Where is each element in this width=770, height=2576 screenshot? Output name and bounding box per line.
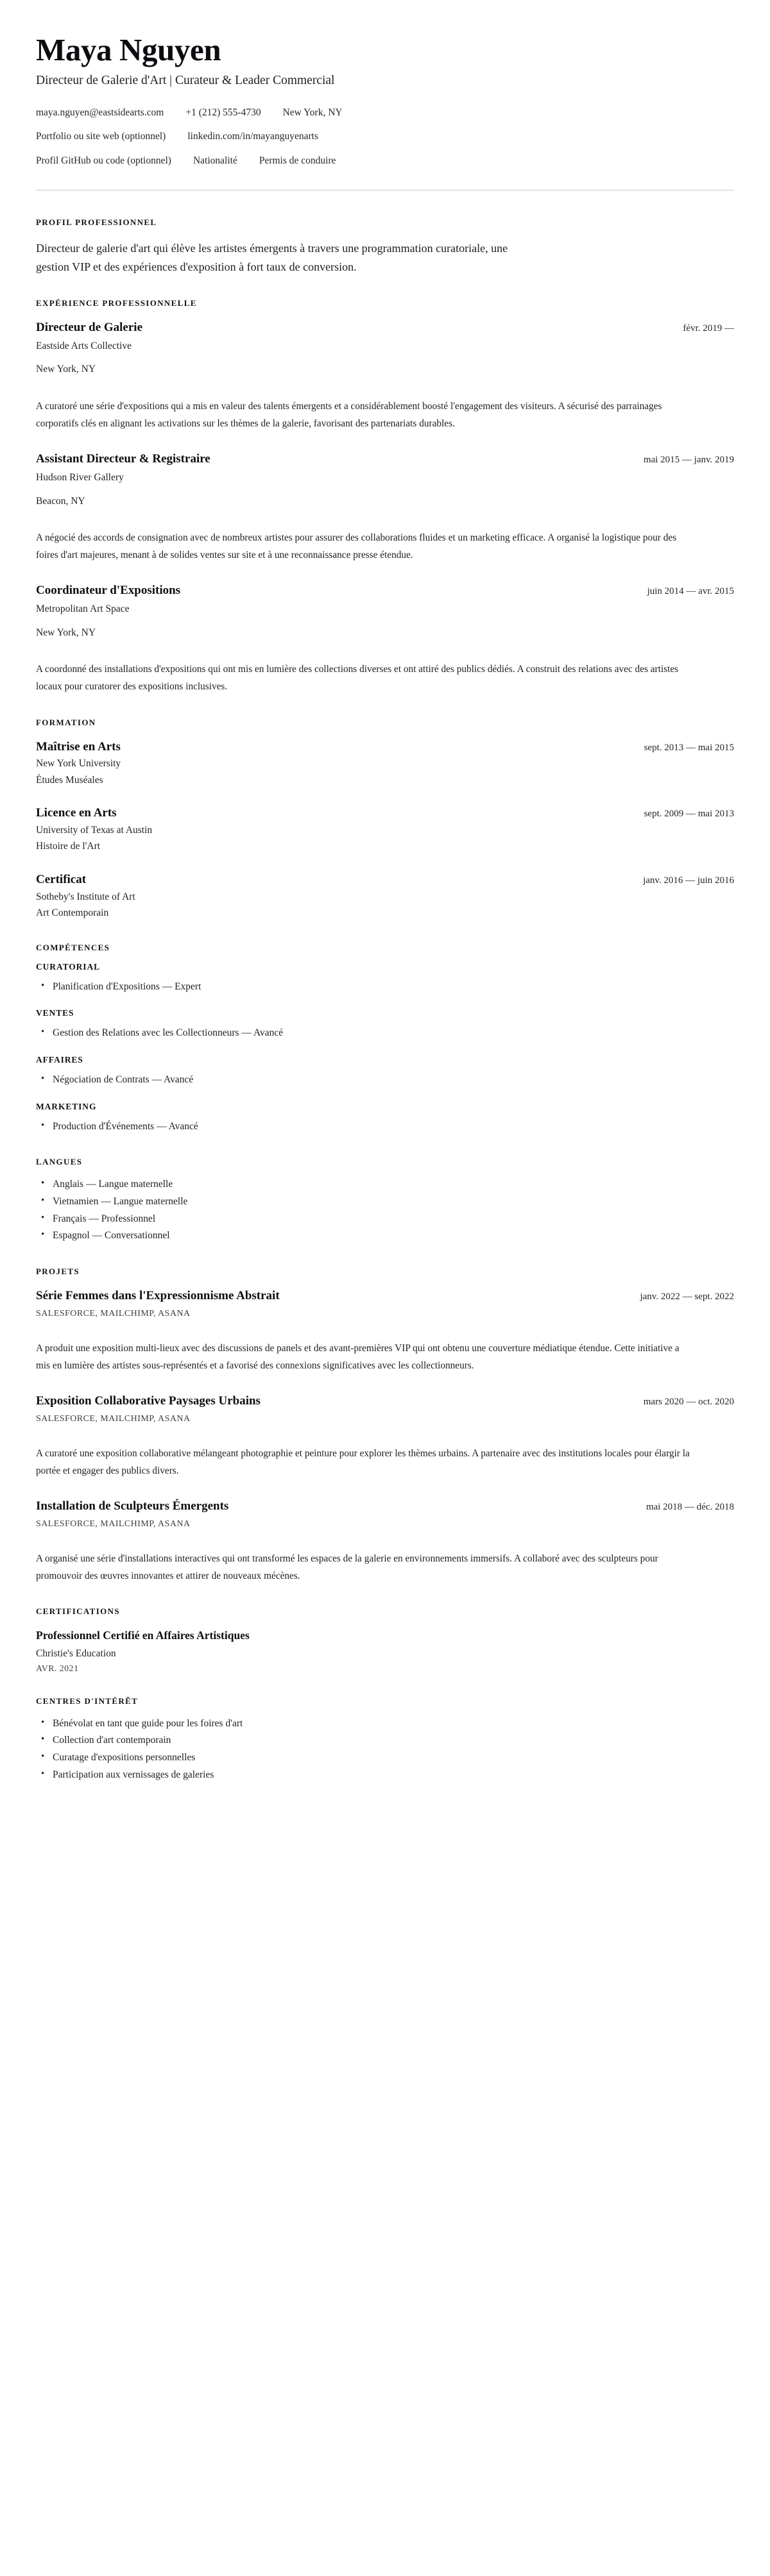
section-title-experience: EXPÉRIENCE PROFESSIONNELLE — [36, 298, 197, 308]
skill-item: • Gestion des Relations avec les Collectionneurs — Avancé — [53, 1025, 734, 1042]
skill-category-label: MARKETING — [36, 1101, 97, 1111]
resume-header — [36, 33, 734, 196]
section-title-education: FORMATION — [36, 717, 96, 727]
section-certifications — [36, 1606, 734, 1674]
skill-item: • Production d'Événements — Avancé — [53, 1118, 734, 1136]
education-field: Art Contemporain — [36, 907, 109, 919]
education-dates: sept. 2013 — mai 2015 — [644, 742, 734, 753]
github-placeholder-text: Profil GitHub ou code (optionnel) — [36, 155, 171, 167]
education-school: New York University — [36, 758, 121, 770]
experience-dates: juin 2014 — avr. 2015 — [647, 586, 734, 597]
education-degree: Certificat — [36, 872, 87, 886]
education-dates: sept. 2009 — mai 2013 — [644, 809, 734, 820]
experience-role: Assistant Directeur & Registraire — [36, 452, 210, 466]
experience-role: Directeur de Galerie — [36, 321, 143, 335]
section-title-certifications: CERTIFICATIONS — [36, 1606, 120, 1617]
section-interests — [36, 1696, 734, 1784]
project-tech: SALESFORCE, MAILCHIMP, ASANA — [36, 1519, 191, 1529]
location-text: New York, NY — [282, 106, 343, 118]
project-description: A organisé une série d'installations interactives qui ont transformé les espaces de la galerie en environnements immersifs. A collaboré avec des sculpteurs pour promouvoir des œuvres innovantes et attirer de nouveaux mécènes. — [36, 1553, 658, 1582]
contact-row-extra — [36, 154, 734, 168]
section-experience — [36, 298, 734, 695]
contact-row-primary — [36, 106, 734, 120]
language-item: • Espagnol — Conversationnel — [53, 1227, 734, 1245]
experience-item — [36, 320, 734, 432]
education-item — [36, 805, 734, 854]
experience-dates: févr. 2019 — — [683, 323, 734, 334]
section-title-projects: PROJETS — [36, 1266, 80, 1276]
experience-description: A négocié des accords de consignation avec de nombreux artistes pour assurer des collaborations fluides et un marketing efficace. A organisé la logistique pour des foires d'art majeures, menant à de solides ventes sur site et à une reconnaissance presse étendue. — [36, 532, 677, 561]
skill-group — [36, 1055, 734, 1089]
experience-description: A curatoré une série d'expositions qui a mis en valeur des talents émergents et a considérablement boosté l'engagement des visiteurs. A sécurisé des parrainages corporatifs clés en alignant les activations sur les thèmes de la galerie, favorisant des partenariats durables. — [36, 400, 662, 430]
skill-group — [36, 1008, 734, 1042]
certification-item — [36, 1628, 734, 1674]
education-item-head — [36, 805, 734, 821]
interest-item: • Participation aux vernissages de galeries — [53, 1767, 734, 1784]
experience-role: Coordinateur d'Expositions — [36, 584, 181, 598]
experience-dates: mai 2015 — janv. 2019 — [643, 455, 734, 466]
candidate-headline: Directeur de Galerie d'Art | Curateur & Leader Commercial — [36, 74, 335, 88]
interest-item: • Collection d'art contemporain — [53, 1732, 734, 1749]
skill-list — [36, 1025, 734, 1042]
project-item — [36, 1499, 734, 1585]
skill-group — [36, 1102, 734, 1136]
driving-licence-text: Permis de conduire — [259, 155, 336, 167]
summary-text: Directeur de galerie d'art qui élève les artistes émergents à travers une programmation curatoriale, une gestion VIP et des expériences d'exposition à fort taux de conversion. — [36, 241, 508, 273]
skill-category-label: AFFAIRES — [36, 1054, 83, 1065]
education-dates: janv. 2016 — juin 2016 — [643, 875, 734, 886]
experience-item-head — [36, 451, 734, 467]
section-title-summary: PROFIL PROFESSIONNEL — [36, 217, 157, 227]
experience-company: Eastside Arts Collective — [36, 340, 132, 351]
experience-location: Beacon, NY — [36, 495, 85, 507]
interest-item: • Bénévolat en tant que guide pour les foires d'art — [53, 1715, 734, 1733]
skill-category-label: VENTES — [36, 1008, 74, 1018]
project-item-head — [36, 1288, 734, 1304]
experience-company: Hudson River Gallery — [36, 472, 124, 484]
project-tech: SALESFORCE, MAILCHIMP, ASANA — [36, 1308, 191, 1318]
project-name: Série Femmes dans l'Expressionnisme Abstrait — [36, 1288, 280, 1302]
contact-row-web — [36, 130, 734, 144]
section-skills — [36, 943, 734, 1136]
interest-item: • Curatage d'expositions personnelles — [53, 1749, 734, 1767]
experience-item-head — [36, 583, 734, 598]
certification-name: Professionnel Certifié en Affaires Artistiques — [36, 1629, 250, 1642]
section-title-interests: CENTRES D'INTÉRÊT — [36, 1696, 139, 1706]
education-field: Histoire de l'Art — [36, 841, 101, 852]
skill-list — [36, 1118, 734, 1136]
language-item: • Vietnamien — Langue maternelle — [53, 1193, 734, 1211]
language-list — [36, 1176, 734, 1245]
project-description: A produit une exposition multi-lieux avec des discussions de panels et des avant-premières VIP qui ont obtenu une couverture médiatique étendue. Cette initiative a mis en lumière des artistes sous-représentés et a favorisé des connexions significatives avec les collectionneurs. — [36, 1342, 680, 1371]
certification-issuer: Christie's Education — [36, 1648, 116, 1660]
education-field: Études Muséales — [36, 774, 103, 786]
skill-item: • Planification d'Expositions — Expert — [53, 979, 734, 996]
project-dates: mai 2018 — déc. 2018 — [646, 1502, 734, 1513]
section-languages — [36, 1157, 734, 1245]
project-dates: mars 2020 — oct. 2020 — [643, 1397, 734, 1408]
experience-item — [36, 583, 734, 695]
linkedin-text: linkedin.com/in/mayanguyenarts — [187, 131, 318, 142]
education-item — [36, 872, 734, 921]
project-tech: SALESFORCE, MAILCHIMP, ASANA — [36, 1413, 191, 1424]
project-item-head — [36, 1393, 734, 1409]
section-education — [36, 718, 734, 921]
skill-list — [36, 979, 734, 996]
skill-group — [36, 962, 734, 996]
phone-text: +1 (212) 555-4730 — [185, 106, 261, 118]
project-item-head — [36, 1499, 734, 1514]
project-name: Exposition Collaborative Paysages Urbains — [36, 1394, 261, 1408]
project-item — [36, 1393, 734, 1479]
education-school: Sotheby's Institute of Art — [36, 891, 135, 902]
project-item — [36, 1288, 734, 1374]
skill-category-label: CURATORIAL — [36, 961, 101, 972]
skill-list — [36, 1072, 734, 1089]
project-description: A curatoré une exposition collaborative mélangeant photographie et peinture pour explorer les thèmes urbains. A partenaire avec des institutions locales pour élargir la portée et engager des publics divers. — [36, 1447, 690, 1476]
experience-description: A coordonné des installations d'expositions qui ont mis en lumière des collections diverses et ont attiré des publics dédiés. A construit des relations avec des artistes locaux pour curatorer des expositions inclusives. — [36, 664, 679, 693]
section-title-languages: LANGUES — [36, 1157, 83, 1167]
language-item: • Français — Professionnel — [53, 1211, 734, 1228]
language-item: • Anglais — Langue maternelle — [53, 1176, 734, 1193]
email-text: maya.nguyen@eastsidearts.com — [36, 106, 164, 118]
education-item-head — [36, 739, 734, 755]
section-title-skills: COMPÉTENCES — [36, 942, 110, 952]
skill-item: • Négociation de Contrats — Avancé — [53, 1072, 734, 1089]
candidate-name: Maya Nguyen — [36, 32, 221, 67]
section-summary — [36, 217, 734, 276]
education-item-head — [36, 872, 734, 888]
project-dates: janv. 2022 — sept. 2022 — [640, 1291, 734, 1302]
experience-location: New York, NY — [36, 627, 96, 638]
experience-item — [36, 451, 734, 564]
education-degree: Maîtrise en Arts — [36, 739, 121, 753]
experience-item-head — [36, 320, 734, 335]
project-name: Installation de Sculpteurs Émergents — [36, 1499, 229, 1513]
education-item — [36, 739, 734, 788]
certification-date: AVR. 2021 — [36, 1663, 79, 1674]
portfolio-placeholder-text: Portfolio ou site web (optionnel) — [36, 131, 166, 142]
section-projects — [36, 1267, 734, 1585]
experience-location: New York, NY — [36, 364, 96, 375]
education-degree: Licence en Arts — [36, 806, 117, 820]
education-school: University of Texas at Austin — [36, 824, 153, 836]
experience-company: Metropolitan Art Space — [36, 603, 130, 615]
nationality-text: Nationalité — [193, 155, 237, 167]
interest-list — [36, 1715, 734, 1784]
